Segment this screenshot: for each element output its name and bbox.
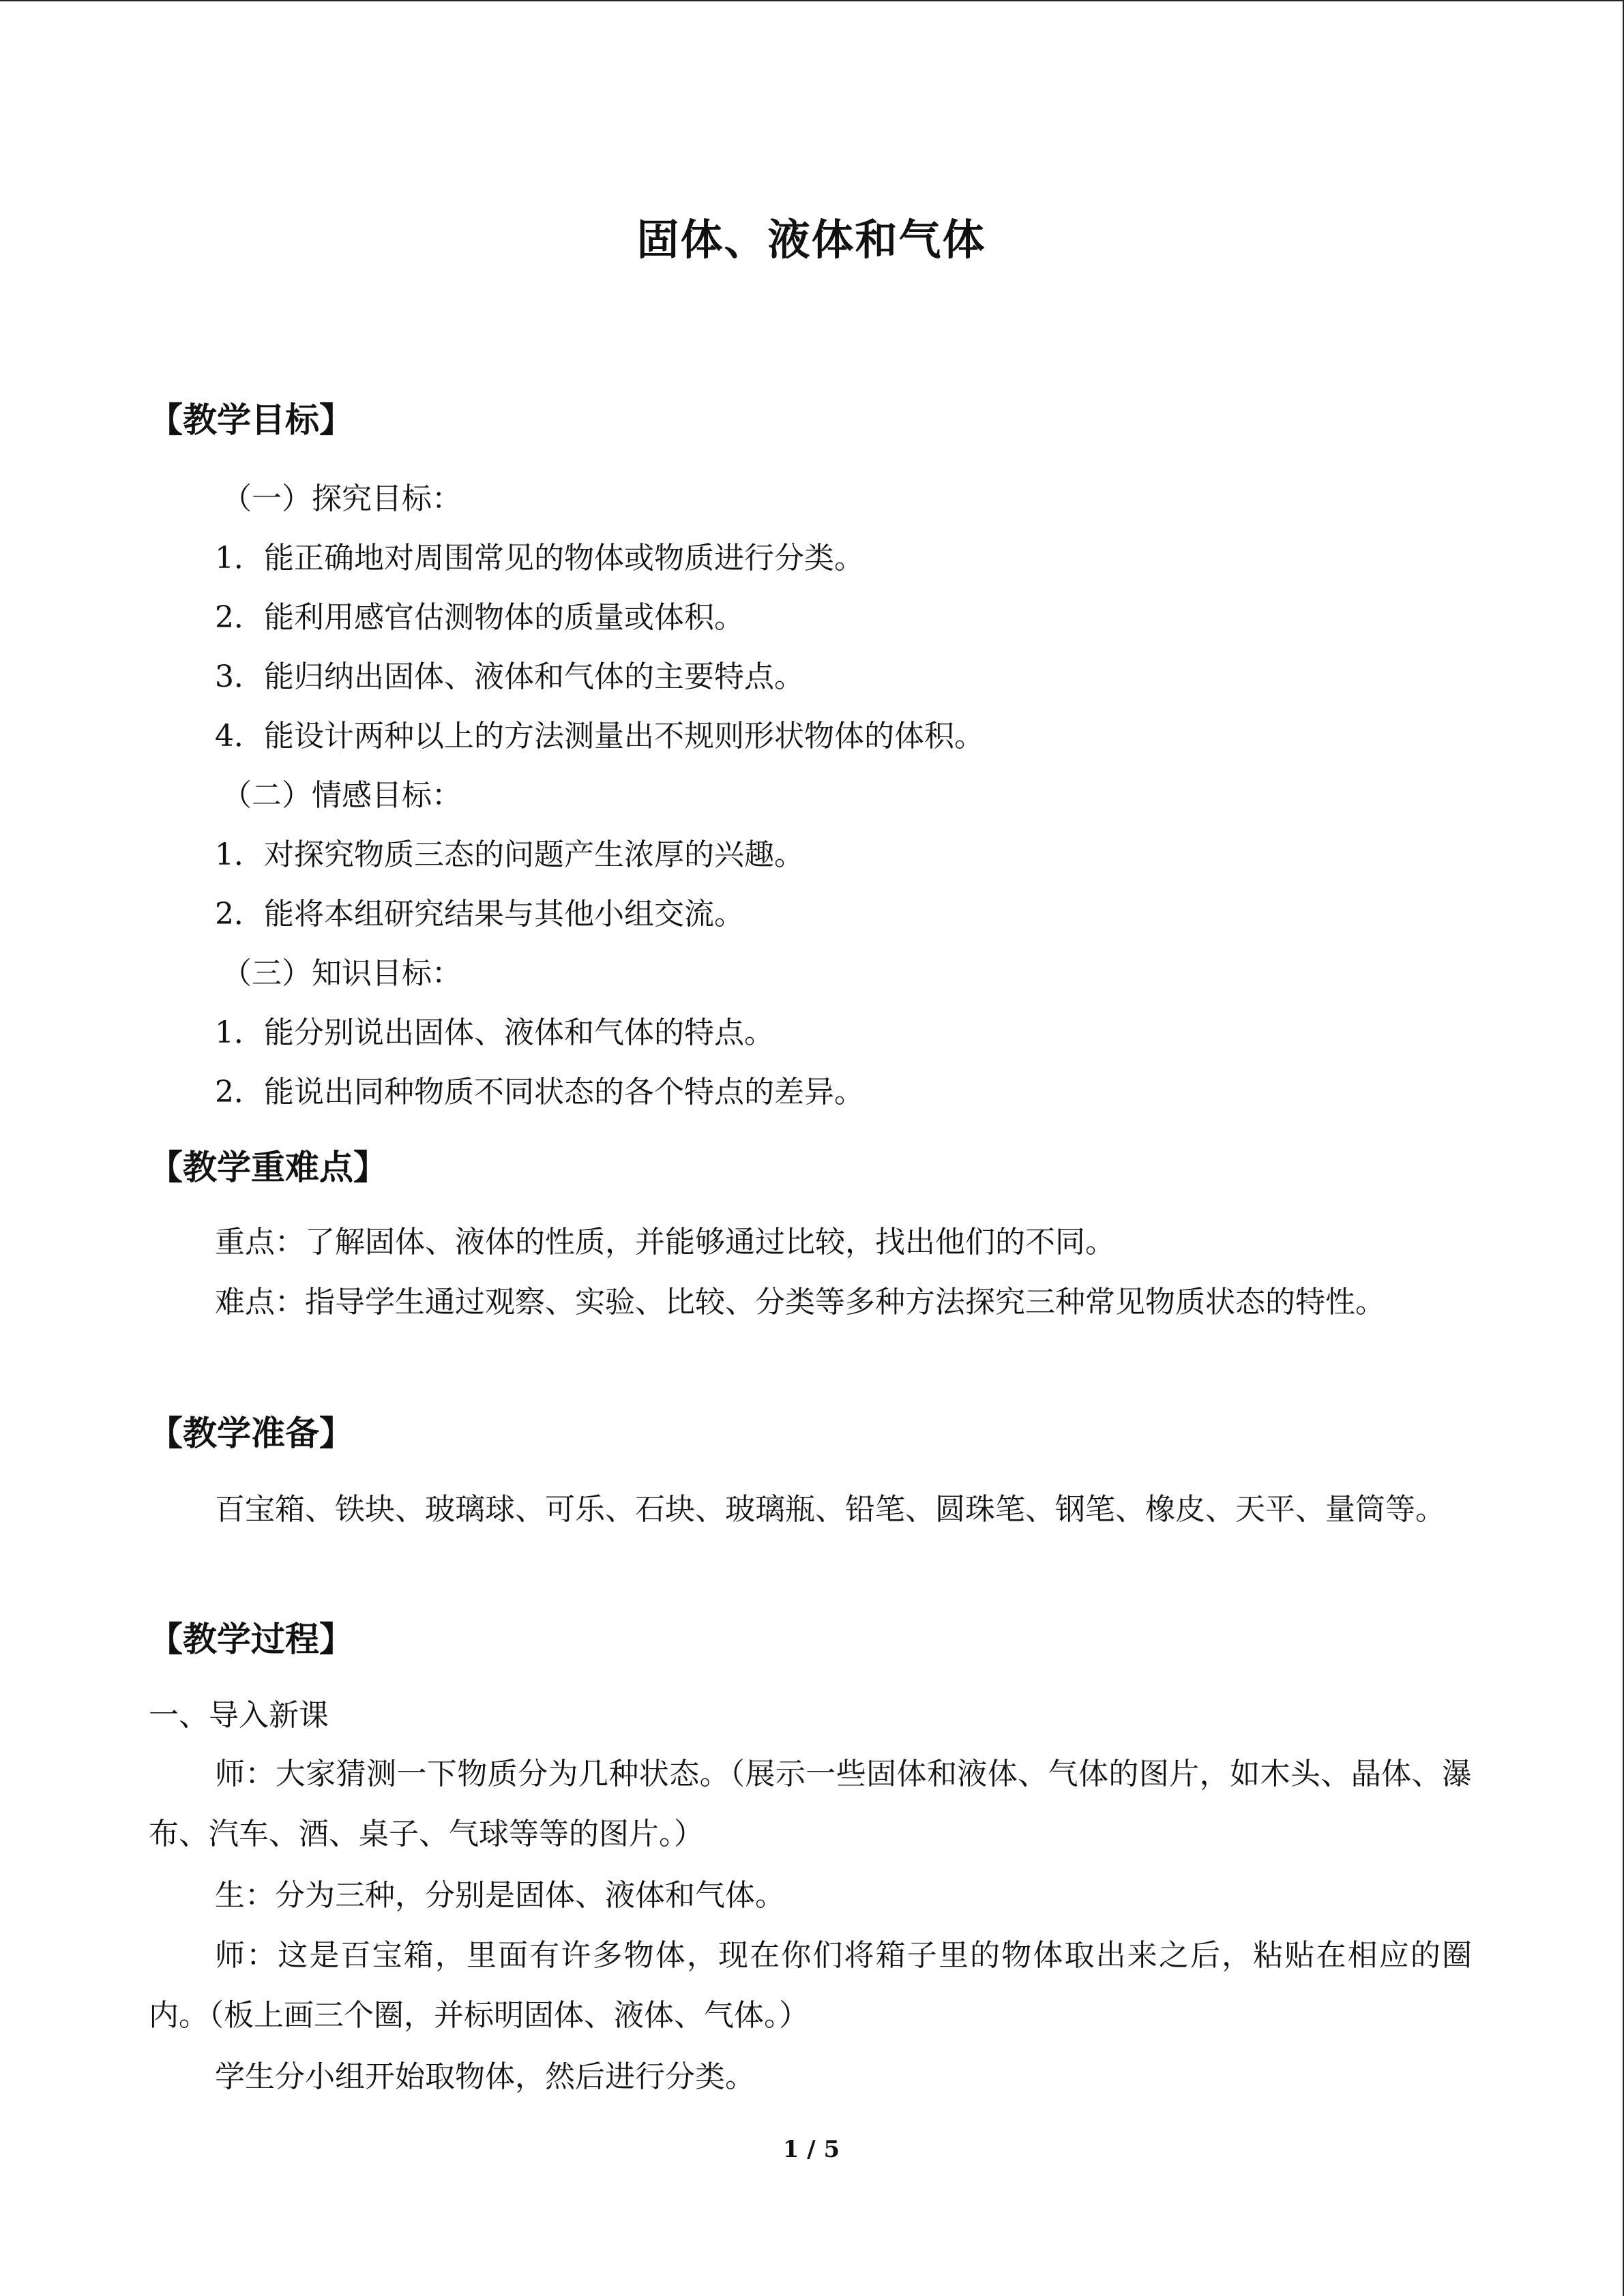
key-point-difficulty: 难点：指导学生通过观察、实验、比较、分类等多种方法探究三种常见物质状态的特性。 [215, 1285, 1385, 1320]
process-paragraph: 师：大家猜测一下物质分为几种状态。（展示一些固体和液体、气体的图片，如木头、晶体、瀑布、汽车、酒、桌子、气球等等的图片。） [149, 1757, 1472, 1851]
section-heading-preparation: 【教学准备】 [149, 1413, 353, 1453]
page-number: 1 / 5 [782, 2136, 840, 2163]
section-heading-process: 【教学过程】 [149, 1619, 353, 1659]
goal-item: 4．能设计两种以上的方法测量出不规则形状物体的体积。 [215, 719, 984, 754]
goal-item: 1．能分别说出固体、液体和气体的特点。 [215, 1015, 774, 1050]
section-heading-key-points: 【教学重难点】 [149, 1147, 387, 1187]
section-heading-goals: 【教学目标】 [149, 400, 353, 440]
goal-item: 3．能归纳出固体、液体和气体的主要特点。 [215, 659, 804, 694]
page-title: 固体、液体和气体 [636, 215, 986, 265]
process-paragraph: 生：分为三种，分别是固体、液体和气体。 [215, 1878, 785, 1913]
process-paragraph: 师：这是百宝箱，里面有许多物体，现在你们将箱子里的物体取出来之后，粘贴在相应的圈内。（板上画三个圈，并标明固体、液体、气体。） [149, 1938, 1472, 2033]
key-point-focus: 重点：了解固体、液体的性质，并能够通过比较，找出他们的不同。 [215, 1225, 1115, 1259]
subheading-explore-goals: （一）探究目标： [222, 481, 462, 516]
subheading-emotion-goals: （二）情感目标： [222, 778, 462, 813]
preparation-text: 百宝箱、铁块、玻璃球、可乐、石块、玻璃瓶、铅笔、圆珠笔、钢笔、橡皮、天平、量筒等。 [215, 1492, 1445, 1527]
goal-item: 2．能将本组研究结果与其他小组交流。 [215, 897, 744, 931]
process-paragraph: 学生分小组开始取物体，然后进行分类。 [215, 2059, 755, 2094]
goal-item: 2．能利用感官估测物体的质量或体积。 [215, 600, 744, 635]
process-part-title: 一、导入新课 [149, 1698, 329, 1733]
goal-item: 2．能说出同种物质不同状态的各个特点的差异。 [215, 1075, 864, 1109]
subheading-knowledge-goals: （三）知识目标： [222, 956, 462, 991]
goal-item: 1．能正确地对周围常见的物体或物质进行分类。 [215, 541, 864, 576]
goal-item: 1．对探究物质三态的问题产生浓厚的兴趣。 [215, 837, 804, 872]
